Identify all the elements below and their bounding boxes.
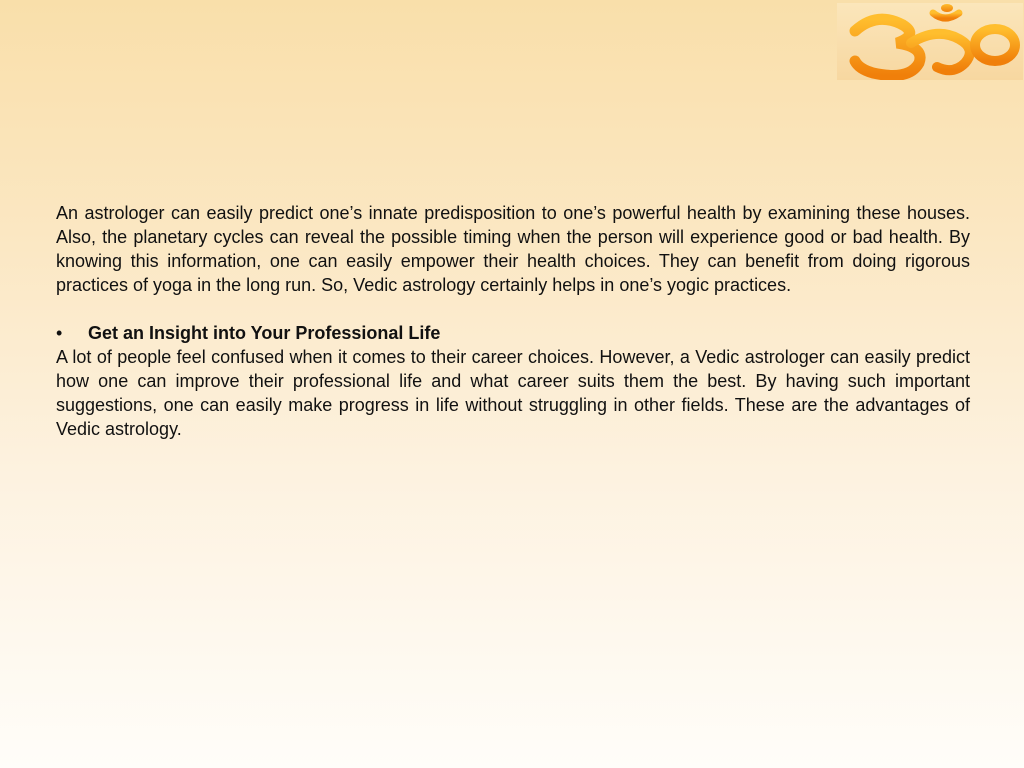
om-symbol-icon: [837, 3, 1023, 80]
health-paragraph: An astrologer can easily predict one’s innate predisposition to one’s powerful health by examining these houses. Also, the planetary cycles can reveal the possible timing when the person will experience good or bad health. By knowing this information, one can easily empower their health choices. They can benefit from doing rigorous practices of yoga in the long run. So, Vedic astrology certainly helps in one’s yogic practices.: [56, 203, 970, 295]
slide-body: [56, 201, 970, 441]
career-paragraph: A lot of people feel confused when it comes to their career choices. However, a Vedic astrologer can easily predict how one can improve their professional life and what career suits them the best. By having such important suggestions, one can easily make progress in life without struggling in other fields. These are the advantages of Vedic astrology.: [56, 347, 970, 439]
bullet-marker: •: [56, 323, 63, 343]
bullet-item: [56, 321, 970, 345]
section-heading: Get an Insight into Your Professional Life: [88, 323, 441, 343]
om-logo: [837, 3, 1023, 80]
paragraph-spacer: [56, 297, 970, 321]
